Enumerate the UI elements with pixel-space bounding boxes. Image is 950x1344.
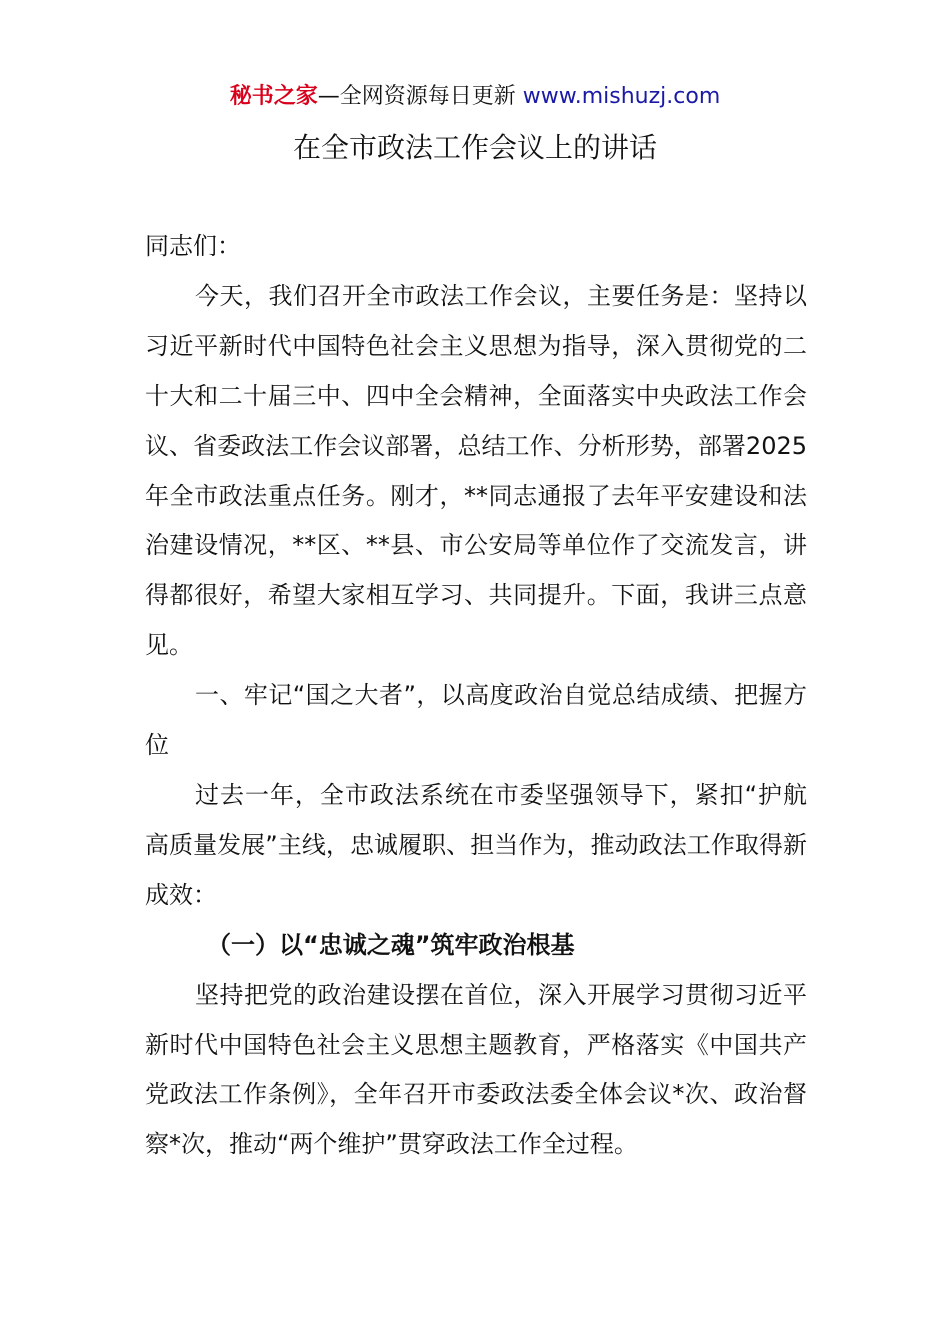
salutation: 同志们： <box>145 232 241 260</box>
paragraph-political: 坚持把党的政治建设摆在首位，深入开展学习贯彻习近平新时代中国特色社会主义思想主题教育，严格落实《中国共产党政法工作条例》，全年召开市委政法委全体会议*次、政治督察*次，推动“两个维护”贯穿政法工作全过程。 <box>145 980 807 1159</box>
paragraph-review: 过去一年，全市政法系统在市委坚强领导下，紧扣“护航高质量发展”主线，忠诚履职、担当作为，推动政法工作取得新成效： <box>145 780 807 909</box>
section-heading-1: 一、牢记“国之大者”，以高度政治自觉总结成绩、把握方位 <box>145 681 807 760</box>
document-body <box>145 222 807 1170</box>
document-title: 在全市政法工作会议上的讲话 <box>292 131 657 164</box>
site-url-link[interactable]: www.mishuzj.com <box>522 84 721 109</box>
header-slogan: —全网资源每日更新 <box>317 84 516 109</box>
paragraph-intro: 今天，我们召开全市政法工作会议，主要任务是：坚持以习近平新时代中国特色社会主义思想为指导，深入贯彻党的二十大和二十届三中、四中全会精神，全面落实中央政法工作会议、省委政法工作会议部署，总结工作、分析形势，部署2025年全市政法重点任务。刚才，**同志通报了去年平安建设和法治建设情况，**区、**县、市公安局等单位作了交流发言，讲得都很好，希望大家相互学习、共同提升。下面，我讲三点意见。 <box>145 281 807 660</box>
brand-name: 秘书之家 <box>229 84 318 109</box>
subheading-1: （一）以“忠诚之魂”筑牢政治根基 <box>207 930 575 959</box>
site-header <box>0 80 950 114</box>
